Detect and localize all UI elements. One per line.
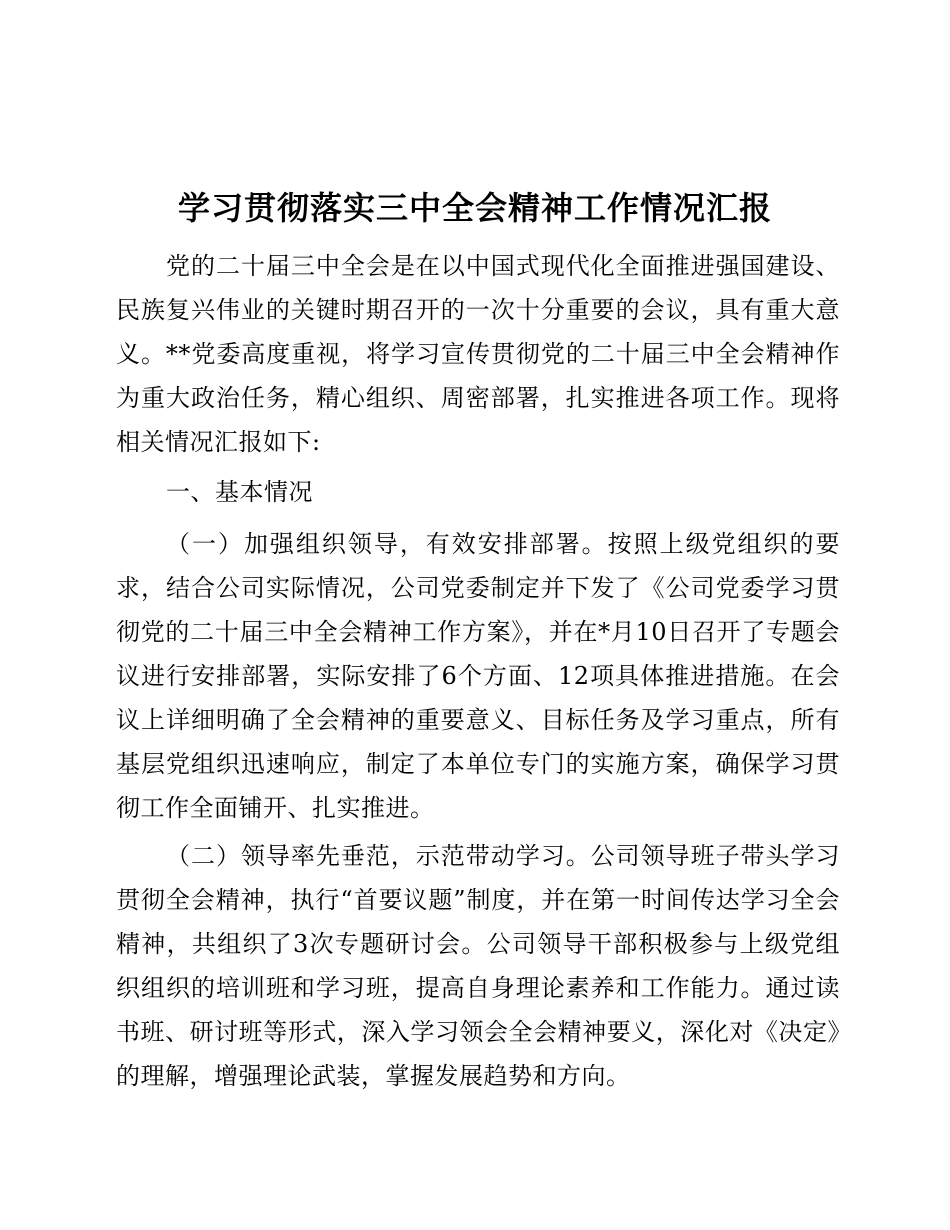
section-heading: 一、基本情况 <box>166 478 313 506</box>
paragraph-organization: （一）加强组织领导，有效安排部署。按照上级党组织的要求，结合公司实际情况，公司党委制定并下发了《公司党委学习贯彻党的二十届三中全会精神工作方案》，并在*月10日召开了专题会议进行安排部署，实际安排了6个方面、12项具体推进措施。在会议上详细明确了全会精神的重要意义、目标任务及学习重点，所有基层党组织迅速响应，制定了本单位专门的实施方案，确保学习贯彻工作全面铺开、扎实推进。 <box>116 530 840 822</box>
intro-paragraph: 党的二十届三中全会是在以中国式现代化全面推进强国建设、民族复兴伟业的关键时期召开的一次十分重要的会议，具有重大意义。**党委高度重视，将学习宣传贯彻党的二十届三中全会精神作为重大政治任务，精心组织、周密部署，扎实推进各项工作。现将相关情况汇报如下: <box>116 252 840 456</box>
paragraph-leadership: （二）领导率先垂范，示范带动学习。公司领导班子带头学习贯彻全会精神，执行“首要议题”制度，并在第一时间传达学习全会精神，共组织了3次专题研讨会。公司领导干部积极参与上级党组织组织的培训班和学习班，提高自身理论素养和工作能力。通过读书班、研讨班等形式，深入学习领会全会精神要义，深化对《决定》的理解，增强理论武装，掌握发展趋势和方向。 <box>116 842 840 1090</box>
document-title: 学习贯彻落实三中全会精神工作情况汇报 <box>177 189 772 227</box>
